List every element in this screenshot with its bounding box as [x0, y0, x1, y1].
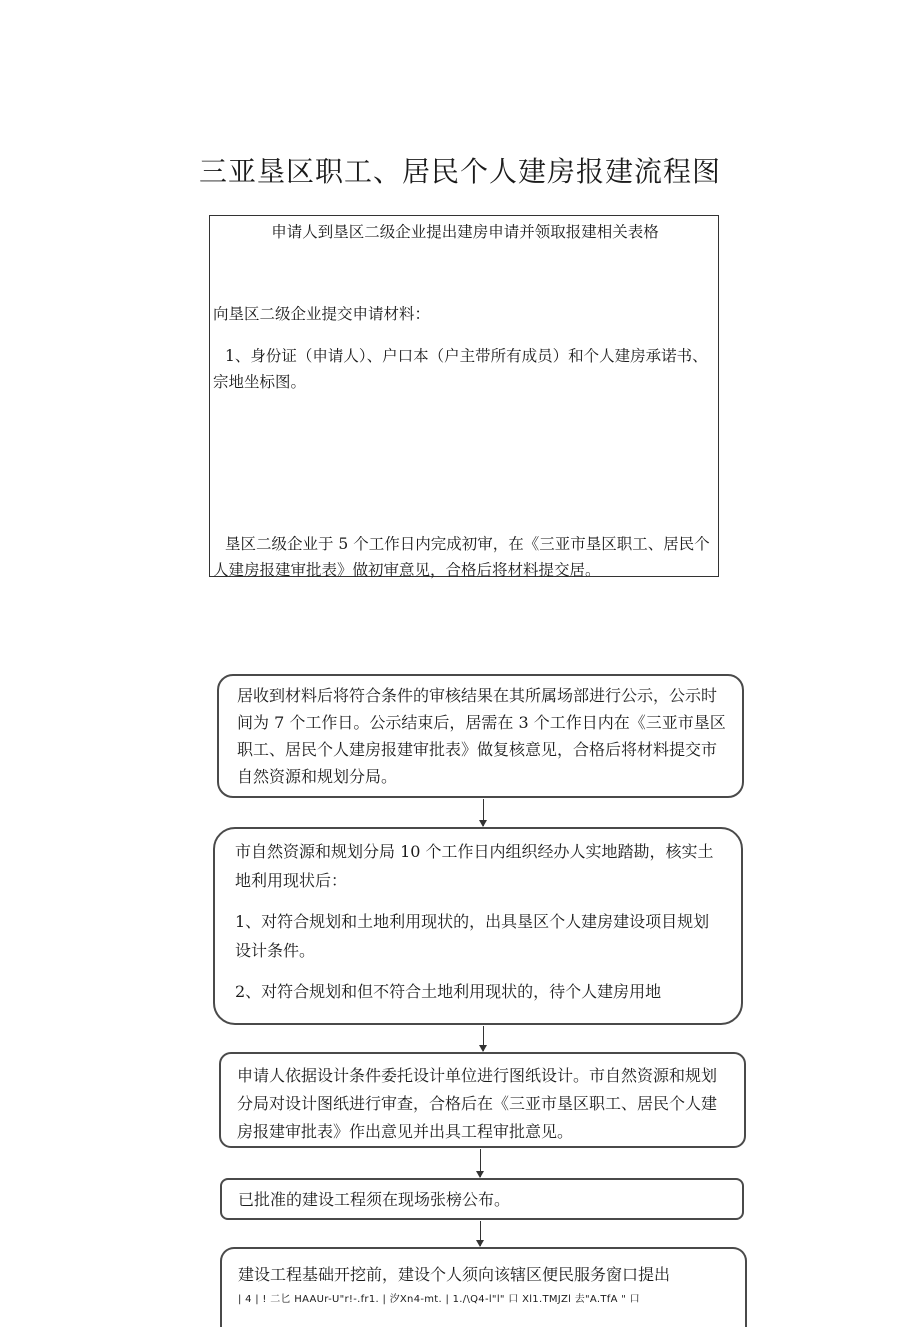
step-2-box	[217, 674, 744, 798]
step-1-materials-item: 1、身份证（申请人）、户口本（户主带所有成员）和个人建房承诺书、宗地坐标图。	[213, 347, 708, 391]
step-3-box	[213, 827, 743, 1025]
step-1-heading: 申请人到垦区二级企业提出建房申请并领取报建相关表格	[271, 223, 659, 241]
step-1-submit-label: 向垦区二级企业提交申请材料：	[213, 305, 431, 323]
step-6-garbled-text: | 4 | ! 二匕 HAAUr-U"r!-.fr1. | 汐Xn4-mt. | 1./\Q4-l"l" 口 Xl1.TMJZl 去"A.TfA " 口	[238, 1294, 640, 1305]
step-5-text: 已批准的建设工程须在现场张榜公布。	[238, 1190, 511, 1209]
step-1-box	[209, 215, 719, 577]
step-3-item-2: 2、对符合规划和但不符合土地利用现状的，待个人建房用地	[235, 982, 662, 1001]
page-title: 三亚垦区职工、居民个人建房报建流程图	[198, 155, 721, 188]
step-2-text: 居收到材料后将符合条件的审核结果在其所属场部进行公示，公示时间为 7 个工作日。公示结束后，居需在 3 个工作日内在《三亚市垦区职工、居民个人建房报建审批表》做复核意见，合格后将材料提交市自然资源和规划分局。	[237, 686, 726, 786]
step-6-text: 建设工程基础开挖前，建设个人须向该辖区便民服务窗口提出	[238, 1265, 671, 1284]
step-3-intro: 市自然资源和规划分局 10 个工作日内组织经办人实地踏勘，核实土地利用现状后：	[235, 842, 714, 890]
step-6-box	[220, 1247, 747, 1327]
arrow-connector	[480, 1221, 481, 1246]
step-4-text: 申请人依据设计条件委托设计单位进行图纸设计。市自然资源和规划分局对设计图纸进行审查，合格后在《三亚市垦区职工、居民个人建房报建审批表》作出意见并出具工程审批意见。	[237, 1066, 718, 1141]
arrow-connector	[480, 1149, 481, 1177]
arrow-connector	[483, 1026, 484, 1051]
step-1-review-text: 垦区二级企业于 5 个工作日内完成初审，在《三亚市垦区职工、居民个人建房报建审批表》做初审意见，合格后将材料提交居。	[213, 535, 710, 579]
step-5-box	[220, 1178, 744, 1220]
arrow-connector	[483, 799, 484, 826]
step-4-box	[219, 1052, 746, 1148]
step-3-item-1: 1、对符合规划和土地利用现状的，出具垦区个人建房建设项目规划设计条件。	[235, 912, 710, 960]
